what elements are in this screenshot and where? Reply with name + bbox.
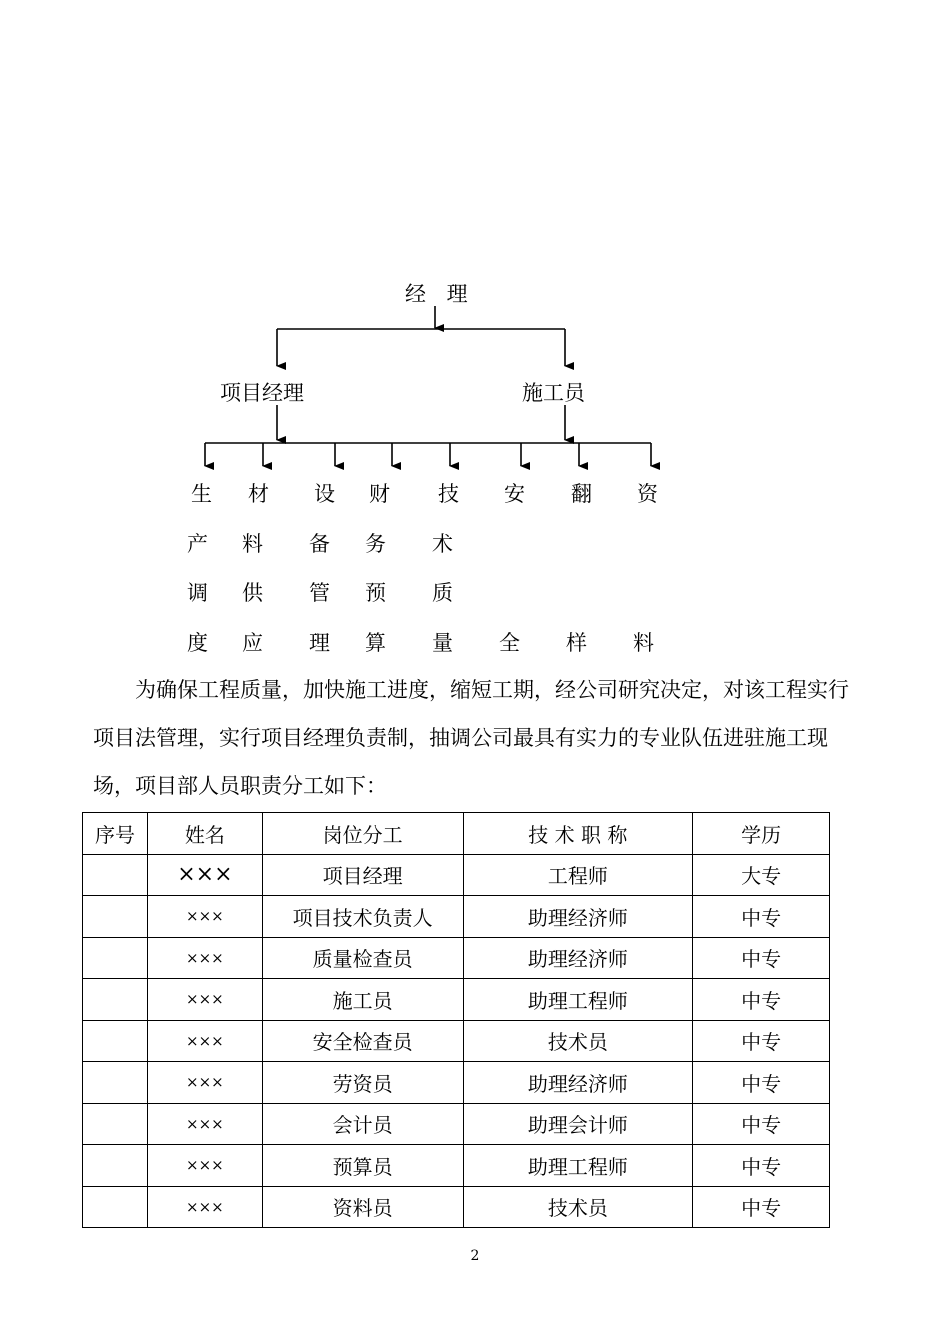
table-row (83, 1145, 830, 1187)
dept-3-char-2: 备 (309, 532, 330, 556)
org-chart-connectors (0, 0, 950, 670)
dept-1-char-1: 生 (191, 482, 212, 506)
dept-5-char-1: 技 (438, 482, 459, 506)
cell-position: 会计员 (262, 1103, 463, 1145)
table-row (83, 937, 830, 979)
dept-8-char-1: 资 (637, 482, 658, 506)
org-top-label: 经 理 (405, 282, 468, 306)
cell-name: ××× (147, 854, 262, 896)
cell-title: 助理经济师 (463, 937, 693, 979)
cell-index (83, 937, 148, 979)
header-position: 岗位分工 (262, 813, 463, 855)
table-row (83, 979, 830, 1021)
cell-index (83, 1145, 148, 1187)
cell-title: 工程师 (463, 854, 693, 896)
cell-education: 中专 (693, 896, 830, 938)
cell-title: 助理工程师 (463, 1145, 693, 1187)
cell-education: 中专 (693, 937, 830, 979)
cell-position: 资料员 (262, 1186, 463, 1228)
cell-index (83, 1103, 148, 1145)
table-header-row (83, 813, 830, 855)
page-number: 2 (470, 1248, 480, 1264)
cell-position: 质量检查员 (262, 937, 463, 979)
cell-name: ××× (147, 896, 262, 938)
cell-index (83, 1020, 148, 1062)
cell-education: 中专 (693, 979, 830, 1021)
table-row (83, 1186, 830, 1228)
table-row (83, 854, 830, 896)
dept-5-char-3: 质 (432, 581, 453, 605)
dept-7-char-4: 样 (566, 631, 587, 655)
cell-education: 中专 (693, 1020, 830, 1062)
dept-4-char-4: 算 (365, 631, 386, 655)
cell-education: 中专 (693, 1103, 830, 1145)
cell-position: 施工员 (262, 979, 463, 1021)
cell-title: 技术员 (463, 1020, 693, 1062)
org-project-manager: 项目经理 (220, 381, 304, 405)
dept-5-char-2: 术 (432, 532, 453, 556)
dept-1-char-3: 调 (187, 581, 208, 605)
cell-position: 项目技术负责人 (262, 896, 463, 938)
cell-name: ××× (147, 1020, 262, 1062)
dept-2-char-2: 料 (242, 532, 263, 556)
table-row (83, 1020, 830, 1062)
dept-3-char-1: 设 (314, 482, 335, 506)
paragraph-line-3: 场，项目部人员职责分工如下： (93, 774, 387, 798)
table-row (83, 896, 830, 938)
dept-4-char-3: 预 (365, 581, 386, 605)
cell-position: 预算员 (262, 1145, 463, 1187)
paragraph-line-2: 项目法管理，实行项目经理负责制，抽调公司最具有实力的专业队伍进驻施工现 (93, 726, 828, 750)
cell-index (83, 1186, 148, 1228)
cell-index (83, 1062, 148, 1104)
cell-name: ××× (147, 1062, 262, 1104)
dept-1-char-2: 产 (187, 532, 208, 556)
dept-6-char-4: 全 (499, 631, 520, 655)
dept-2-char-1: 材 (248, 482, 269, 506)
cell-title: 技术员 (463, 1186, 693, 1228)
cell-position: 劳资员 (262, 1062, 463, 1104)
table-row (83, 1103, 830, 1145)
cell-index (83, 896, 148, 938)
dept-3-char-4: 理 (309, 631, 330, 655)
cell-index (83, 854, 148, 896)
dept-2-char-3: 供 (242, 581, 263, 605)
cell-position: 项目经理 (262, 854, 463, 896)
cell-position: 安全检查员 (262, 1020, 463, 1062)
dept-3-char-3: 管 (309, 581, 330, 605)
dept-5-char-4: 量 (432, 631, 453, 655)
cell-education: 中专 (693, 1145, 830, 1187)
cell-name: ××× (147, 979, 262, 1021)
dept-6-char-1: 安 (504, 482, 525, 506)
cell-title: 助理经济师 (463, 1062, 693, 1104)
dept-1-char-4: 度 (187, 631, 208, 655)
cell-name: ××× (147, 937, 262, 979)
dept-8-char-4: 料 (633, 631, 654, 655)
dept-7-char-1: 翻 (571, 482, 592, 506)
cell-education: 中专 (693, 1186, 830, 1228)
dept-2-char-4: 应 (242, 631, 263, 655)
cell-education: 大专 (693, 854, 830, 896)
paragraph-line-1: 为确保工程质量，加快施工进度，缩短工期，经公司研究决定，对该工程实行 (135, 678, 849, 702)
header-name: 姓名 (147, 813, 262, 855)
header-education: 学历 (693, 813, 830, 855)
org-constructor: 施工员 (522, 381, 585, 405)
table-row (83, 1062, 830, 1104)
cell-title: 助理经济师 (463, 896, 693, 938)
cell-name: ××× (147, 1103, 262, 1145)
intro-paragraph (93, 666, 873, 810)
cell-title: 助理会计师 (463, 1103, 693, 1145)
header-index: 序号 (83, 813, 148, 855)
cell-name: ××× (147, 1145, 262, 1187)
staff-table (82, 812, 830, 1228)
dept-4-char-2: 务 (365, 532, 386, 556)
header-title: 技 术 职 称 (463, 813, 693, 855)
cell-index (83, 979, 148, 1021)
cell-title: 助理工程师 (463, 979, 693, 1021)
dept-4-char-1: 财 (369, 482, 390, 506)
cell-education: 中专 (693, 1062, 830, 1104)
cell-name: ××× (147, 1186, 262, 1228)
